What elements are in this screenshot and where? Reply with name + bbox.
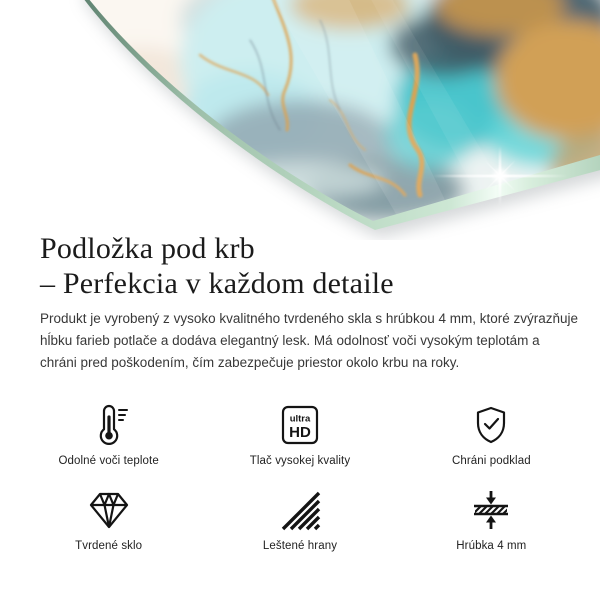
shield-check-icon [471,400,511,450]
glass-panel-illustration [0,0,600,240]
feature-protects-base [396,400,587,469]
feature-print-quality [204,400,395,469]
page-title-line2: – Perfekcia v každom detaile [40,267,394,300]
page-title [40,231,394,301]
thermometer-icon [86,400,132,450]
feature-label: Leštené hrany [262,540,338,552]
ultra-hd-icon [280,400,320,450]
feature-label: Hrúbka 4 mm [456,540,527,552]
feature-polished-edges [204,485,395,554]
feature-heat-resistant [13,400,204,469]
marble-artwork [0,0,600,240]
feature-label: Odolné voči teplote [58,455,159,467]
product-description: Produkt je vyrobený z vysoko kvalitného tvrdeného skla s hrúbkou 4 mm, ktoré zvýrazňuje hĺbku farieb potlače a dodáva elegantný lesk. Má odolnosť voči vysokým teplotám a chráni pred poškodením, čím zabezpečuje priestor okolo krbu na roky. [40,311,579,370]
page-title-line1: Podložka pod krb [40,232,255,265]
polished-edges-icon [278,485,322,535]
ultra-hd-badge-bottom: HD [289,424,311,441]
ultra-hd-badge-top: ultra [289,413,311,425]
diamond-icon [87,485,131,535]
product-image [0,0,600,240]
feature-label: Chráni podklad [451,455,531,467]
thickness-icon [469,485,513,535]
feature-label: Tvrdené sklo [75,540,143,552]
feature-tempered-glass [13,485,204,554]
feature-label: Tlač vysokej kvality [249,455,351,467]
features-grid [13,400,587,554]
feature-thickness [396,485,587,554]
